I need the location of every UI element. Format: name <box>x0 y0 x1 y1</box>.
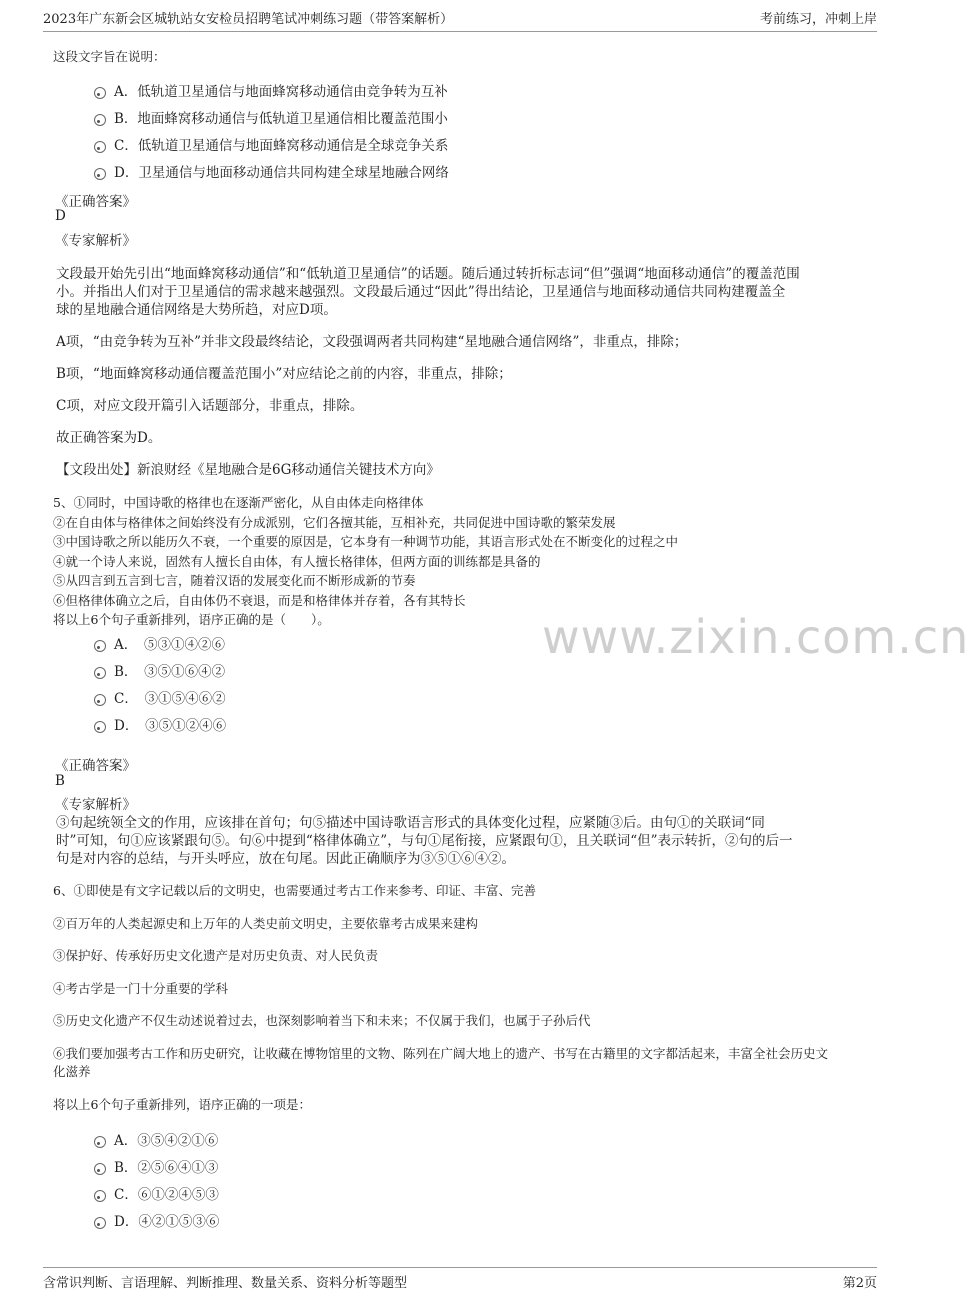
q6-prompt: 将以上6个句子重新排列，语序正确的一项是： <box>53 1097 311 1112</box>
q4-analysis-line: 球的星地融合通信网络是大势所趋，对应D项。 <box>56 302 337 318</box>
q5-analysis-line: ③句起统领全文的作用，应该排在首句；句⑤描述中国诗歌语言形式的具体变化过程，应紧随③后。由句①的关联词“同 <box>56 815 765 831</box>
header-divider <box>43 31 877 32</box>
q5-option-d[interactable]: D． ③⑤①②④⑥ <box>114 718 227 734</box>
q4-analysis-line: 小。并指出人们对于卫星通信的需求越来越强烈。文段最后通过“因此”得出结论，卫星通信与地面移动通信共同构建覆盖全 <box>56 284 786 300</box>
q6-stem-line: ②百万年的人类起源史和上万年的人类史前文明史，主要依靠考古成果来建构 <box>53 916 479 931</box>
q4-analysis-line: 文段最开始先引出“地面蜂窝移动通信”和“低轨道卫星通信”的话题。随后通过转折标志词“但”强调“地面移动通信”的覆盖范围 <box>56 266 800 282</box>
q6-option-b[interactable]: B．②⑤⑥④①③ <box>114 1160 219 1176</box>
q6-option-a-radio[interactable] <box>94 1136 106 1148</box>
q4-answer-label: 《正确答案》 <box>55 194 136 210</box>
q5-stem-line: ④就一个诗人来说，固然有人擅长自由体，有人擅长格律体，但两方面的训练都是具备的 <box>53 554 541 569</box>
q4-analysis-option-c: C项，对应文段开篇引入话题部分，非重点，排除。 <box>56 398 364 414</box>
q5-option-b-radio[interactable] <box>94 667 106 679</box>
q5-analysis-line: 句是对内容的总结，与开头呼应，放在句尾。因此正确顺序为③⑤①⑥④②。 <box>56 851 515 867</box>
q6-stem-line: ⑤历史文化遗产不仅生动述说着过去，也深刻影响着当下和未来；不仅属于我们，也属于子孙后代 <box>53 1013 591 1028</box>
q6-option-c[interactable]: C．⑥①②④⑤③ <box>114 1187 219 1203</box>
q5-stem-line: 5、①同时，中国诗歌的格律也在逐渐严密化，从自由体走向格律体 <box>53 495 424 510</box>
header-title: 2023年广东新会区城轨站女安检员招聘笔试冲刺练习题（带答案解析） <box>43 12 454 27</box>
q4-stem-tail: 这段文字旨在说明： <box>53 49 166 64</box>
q4-analysis-label: 《专家解析》 <box>55 233 136 249</box>
q6-option-d[interactable]: D．④②①⑤③⑥ <box>114 1214 220 1230</box>
q5-prompt: 将以上6个句子重新排列，语序正确的是（ ）。 <box>53 612 330 627</box>
q5-answer-label: 《正确答案》 <box>55 758 136 774</box>
q4-option-d[interactable]: D．卫星通信与地面移动通信共同构建全球星地融合网络 <box>114 165 449 181</box>
q4-option-b[interactable]: B．地面蜂窝移动通信与低轨道卫星通信相比覆盖范围小 <box>114 111 448 127</box>
footer-note: 含常识判断、言语理解、判断推理、数量关系、资料分析等题型 <box>43 1276 408 1291</box>
q6-stem-line: 化滋养 <box>53 1064 91 1079</box>
q4-option-b-radio[interactable] <box>94 114 106 126</box>
q4-answer: D <box>55 208 66 224</box>
q5-option-b[interactable]: B． ③⑤①⑥④② <box>114 664 226 680</box>
q4-option-a-radio[interactable] <box>94 87 106 99</box>
q5-analysis-label: 《专家解析》 <box>55 797 136 813</box>
q6-option-a[interactable]: A．③⑤④②①⑥ <box>114 1133 219 1149</box>
q6-option-b-radio[interactable] <box>94 1163 106 1175</box>
q4-analysis-option-a: A项，“由竞争转为互补”并非文段最终结论，文段强调两者共同构建“星地融合通信网络”，非重点，排除； <box>56 334 688 350</box>
q4-option-c[interactable]: C．低轨道卫星通信与地面蜂窝移动通信是全球竞争关系 <box>114 138 449 154</box>
q4-option-c-radio[interactable] <box>94 141 106 153</box>
q6-option-c-radio[interactable] <box>94 1190 106 1202</box>
q5-stem-line: ⑤从四言到五言到七言，随着汉语的发展变化而不断形成新的节奏 <box>53 573 416 588</box>
q4-option-a[interactable]: A．低轨道卫星通信与地面蜂窝移动通信由竞争转为互补 <box>114 84 448 100</box>
q5-answer: B <box>55 773 65 789</box>
q5-option-d-radio[interactable] <box>94 721 106 733</box>
q4-option-d-radio[interactable] <box>94 168 106 180</box>
q6-stem-line: ⑥我们要加强考古工作和历史研究，让收藏在博物馆里的文物、陈列在广阔大地上的遗产、书写在古籍里的文字都活起来，丰富全社会历史文 <box>53 1046 829 1061</box>
q6-stem-line: 6、①即使是有文字记载以后的文明史，也需要通过考古工作来参考、印证、丰富、完善 <box>53 883 536 898</box>
page-header <box>0 8 920 28</box>
q5-analysis-line: 时”可知，句①应该紧跟句⑤。句⑥中提到“格律体确立”，与句①尾衔接，应紧跟句①，且关联词“但”表示转折，②句的后一 <box>56 833 793 849</box>
footer-divider <box>43 1267 877 1268</box>
q5-option-a[interactable]: A． ⑤③①④②⑥ <box>114 637 225 653</box>
watermark: www.zixin.com.cn <box>542 610 969 664</box>
q4-conclusion: 故正确答案为D。 <box>56 430 162 446</box>
header-slogan: 考前练习，冲刺上岸 <box>759 12 877 27</box>
q5-stem-line: ②在自由体与格律体之间始终没有分成派别，它们各擅其能，互相补充，共同促进中国诗歌的繁荣发展 <box>53 515 616 530</box>
q5-option-c-radio[interactable] <box>94 694 106 706</box>
q6-option-d-radio[interactable] <box>94 1217 106 1229</box>
page-number: 第2页 <box>842 1276 877 1291</box>
q5-option-a-radio[interactable] <box>94 640 106 652</box>
q5-stem-line: ⑥但格律体确立之后，自由体仍不衰退，而是和格律体并存着，各有其特长 <box>53 593 466 608</box>
q5-stem-line: ③中国诗歌之所以能历久不衰，一个重要的原因是，它本身有一种调节功能，其语言形式处在不断变化的过程之中 <box>53 534 679 549</box>
q6-stem-line: ③保护好、传承好历史文化遗产是对历史负责、对人民负责 <box>53 948 379 963</box>
q5-option-c[interactable]: C． ③①⑤④⑥② <box>114 691 226 707</box>
q6-stem-line: ④考古学是一门十分重要的学科 <box>53 981 229 996</box>
q4-analysis-option-b: B项，“地面蜂窝移动通信覆盖范围小”对应结论之前的内容，非重点，排除； <box>56 366 512 382</box>
q4-source: 【文段出处】新浪财经《星地融合是6G移动通信关键技术方向》 <box>56 462 440 478</box>
